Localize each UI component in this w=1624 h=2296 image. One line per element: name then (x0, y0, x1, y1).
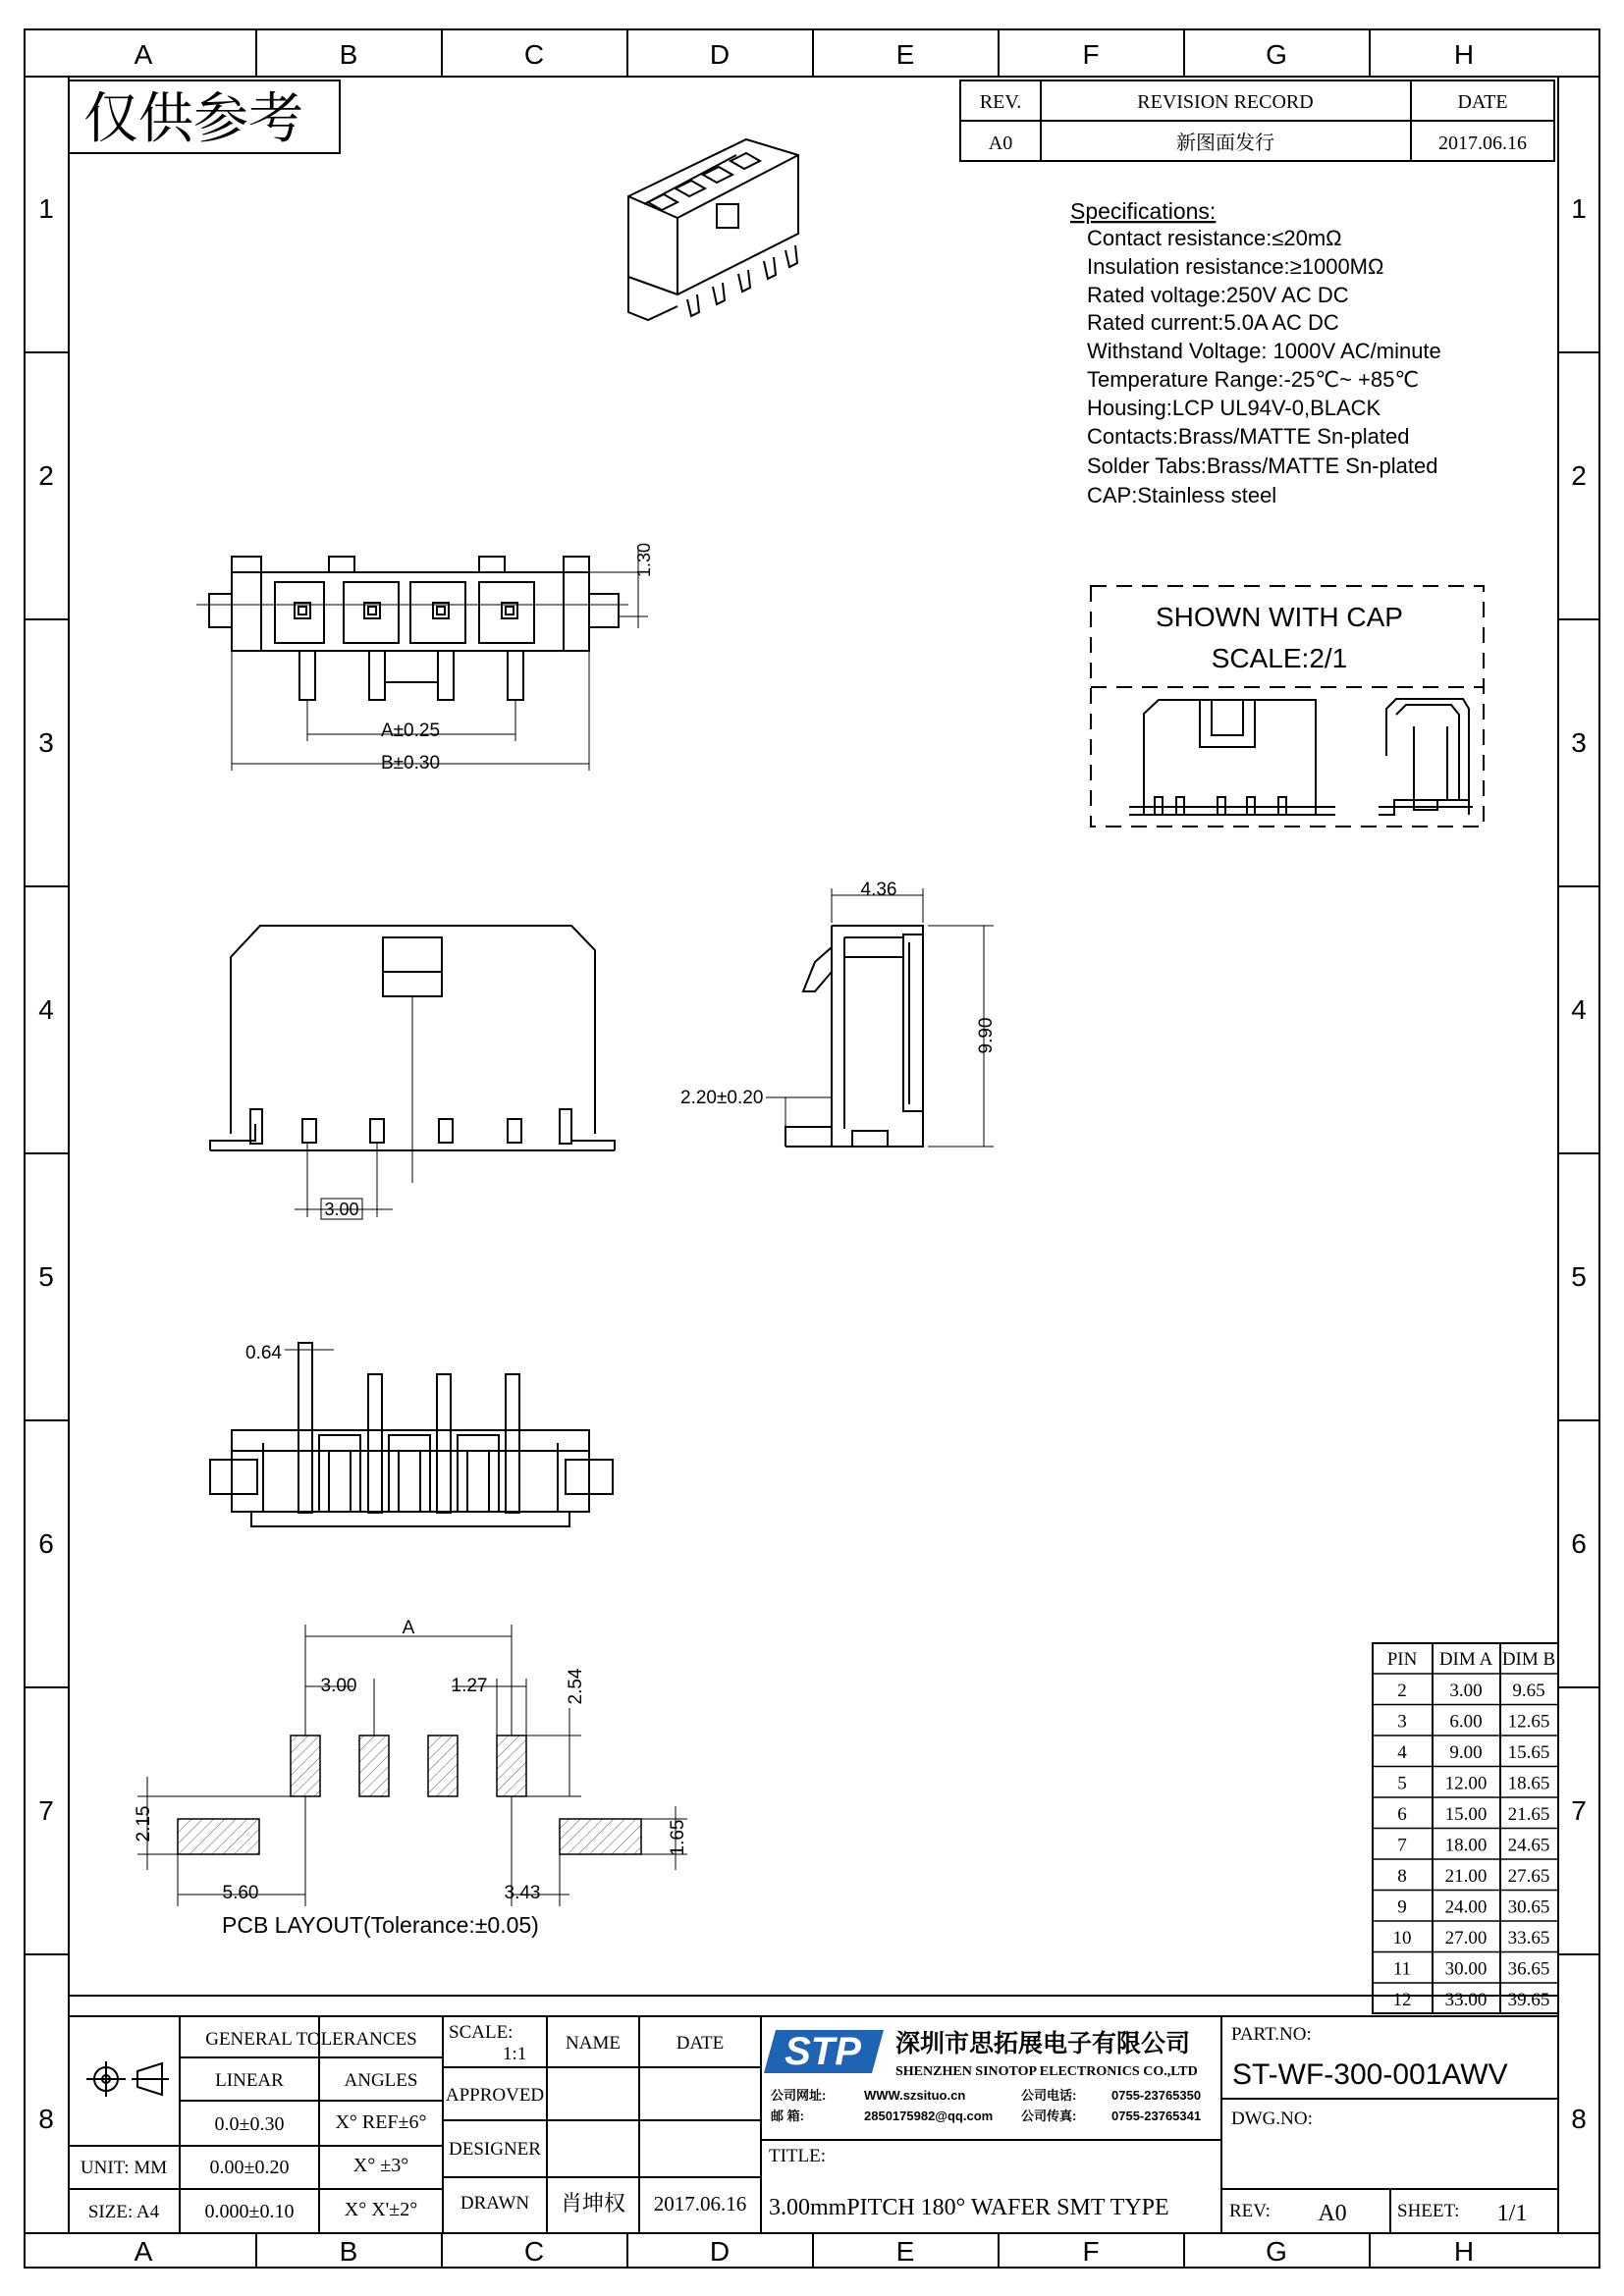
spec-line-5: Withstand Voltage: 1000V AC/minute (1087, 339, 1441, 363)
tol-linear-2: 0.00±0.20 (209, 2157, 290, 2178)
top-view (209, 557, 619, 700)
pin-cell-pin: 8 (1397, 1866, 1407, 1887)
sheet-label: SHEET: (1397, 2201, 1460, 2221)
grid-row-left-8: 8 (38, 2104, 54, 2134)
grid-row-right-2: 2 (1571, 460, 1587, 491)
spec-line-6: Temperature Range:-25℃~ +85℃ (1087, 367, 1420, 392)
pin-cell-dim-b: 9.65 (1512, 1681, 1545, 1701)
pin-cell-dim-b: 33.65 (1507, 1928, 1550, 1949)
pin-cell-pin: 6 (1397, 1804, 1407, 1825)
grid-row-right-8: 8 (1571, 2104, 1587, 2134)
pcb-dim-3-00: 3.00 (320, 1676, 357, 1696)
part-no-value: ST-WF-300-001AWV (1232, 2058, 1508, 2091)
pin-cell-dim-a: 24.00 (1444, 1896, 1488, 1918)
pin-cell-pin: 9 (1397, 1896, 1407, 1918)
dim-b: B±0.30 (380, 753, 441, 774)
company-logo-text: STP (785, 2030, 861, 2073)
revision-date-value: 2017.06.16 (1438, 133, 1527, 154)
web-label: 公司网址: (771, 2088, 827, 2103)
pin-cell-dim-b: 27.65 (1507, 1866, 1550, 1887)
grid-col-bottom-d: D (709, 2236, 731, 2267)
drawn-date: 2017.06.16 (653, 2192, 747, 2216)
pin-cell-dim-a: 3.00 (1449, 1681, 1483, 1701)
unit-label: UNIT: MM (80, 2158, 168, 2178)
grid-row-right-7: 7 (1571, 1795, 1587, 1826)
spec-line-9: Solder Tabs:Brass/MATTE Sn-plated (1087, 454, 1438, 478)
tol-linear-1: 0.0±0.30 (214, 2113, 285, 2135)
pin-cell-dim-a: 12.00 (1444, 1773, 1488, 1794)
mail-label: 邮 箱: (771, 2109, 804, 2123)
pin-cell-pin: 12 (1392, 1990, 1412, 2010)
mail-value: 2850175982@qq.com (864, 2109, 994, 2123)
pin-cell-dim-b: 36.65 (1507, 1958, 1550, 1980)
date-header: DATE (1457, 91, 1508, 113)
dim-4-36: 4.36 (860, 880, 897, 900)
scale-value: 1:1 (503, 2044, 527, 2064)
spec-line-3: Rated voltage:250V AC DC (1087, 283, 1349, 307)
grid-col-bottom-f: F (1082, 2236, 1100, 2267)
side-view-dimensions (766, 888, 994, 1147)
rev-label: REV: (1229, 2201, 1271, 2221)
tol-linear-3: 0.000±0.10 (204, 2201, 295, 2222)
front-view (210, 926, 615, 1183)
pcb-dim-2-15: 2.15 (134, 1805, 154, 1842)
pcb-dim-5-60: 5.60 (222, 1883, 259, 1903)
pin-cell-pin: 10 (1392, 1928, 1412, 1949)
sheet-value: 1/1 (1496, 2201, 1528, 2226)
pin-dimension-table (1373, 1643, 1558, 2013)
scale-label: SCALE: (449, 2022, 514, 2043)
grid-row-right-4: 4 (1571, 994, 1587, 1025)
grid-row-left-4: 4 (38, 994, 54, 1025)
grid-col-top-a: A (134, 39, 153, 70)
designer-label: DESIGNER (449, 2139, 541, 2160)
grid-row-right-5: 5 (1571, 1261, 1587, 1292)
grid-col-bottom-g: G (1266, 2236, 1287, 2267)
pin-cell-dim-a: 33.00 (1444, 1990, 1488, 2010)
cap-box-line2: SCALE:2/1 (1211, 643, 1348, 673)
grid-col-top-b: B (339, 39, 358, 70)
pcb-dim-1-65: 1.65 (668, 1819, 688, 1856)
spec-line-4: Rated current:5.0A AC DC (1087, 310, 1339, 335)
pcb-dim-3-43: 3.43 (504, 1883, 541, 1903)
cap-detail-box (1091, 586, 1484, 827)
web-value: WWW.szsituo.cn (864, 2088, 966, 2103)
angles-header: ANGLES (344, 2070, 418, 2091)
cap-front-view (1129, 700, 1335, 815)
rev-value: A0 (988, 133, 1013, 154)
company-name-en: SHENZHEN SINOTOP ELECTRONICS CO.,LTD (895, 2064, 1198, 2079)
pin-cell-dim-a: 15.00 (1444, 1804, 1488, 1825)
grid-row-left-7: 7 (38, 1795, 54, 1826)
fax-value: 0755-23765341 (1111, 2109, 1202, 2123)
tol-angle-2: X° ±3° (352, 2155, 409, 2176)
rev-header: REV. (979, 91, 1022, 113)
rev-block-value: A0 (1318, 2201, 1347, 2226)
tel-label: 公司电话: (1021, 2088, 1077, 2103)
grid-col-top-c: C (523, 39, 545, 70)
approved-label: APPROVED (445, 2085, 545, 2106)
pin-cell-dim-a: 6.00 (1449, 1711, 1483, 1733)
spec-line-1: Contact resistance:≤20mΩ (1087, 226, 1342, 250)
grid-col-top-f: F (1082, 39, 1100, 70)
cap-box-line1: SHOWN WITH CAP (1156, 602, 1403, 632)
grid-col-bottom-a: A (134, 2236, 153, 2267)
dim-2-20: 2.20±0.20 (680, 1088, 764, 1108)
grid-col-top-h: H (1453, 39, 1475, 70)
grid-col-bottom-b: B (339, 2236, 358, 2267)
pin-cell-dim-a: 9.00 (1449, 1742, 1483, 1763)
grid-row-left-2: 2 (38, 460, 54, 491)
drawn-label: DRAWN (460, 2193, 530, 2214)
revision-record-header: REVISION RECORD (1137, 91, 1314, 113)
grid-row-left-3: 3 (38, 727, 54, 758)
pcb-dim-a: A (402, 1618, 415, 1638)
watermark-text: 仅供参考 (83, 87, 303, 149)
pcb-dim-1-27: 1.27 (451, 1676, 488, 1696)
tol-angle-3: X° X'±2° (344, 2199, 418, 2220)
title-label: TITLE: (769, 2146, 827, 2166)
grid-row-right-3: 3 (1571, 727, 1587, 758)
spec-line-7: Housing:LCP UL94V-0,BLACK (1087, 396, 1381, 420)
dwg-no-label: DWG.NO: (1231, 2109, 1313, 2129)
pcb-dimensions (137, 1625, 687, 1906)
pin-cell-dim-a: 18.00 (1444, 1835, 1488, 1856)
pin-cell-dim-b: 24.65 (1507, 1835, 1550, 1856)
grid-row-left-5: 5 (38, 1261, 54, 1292)
grid-col-bottom-h: H (1453, 2236, 1475, 2267)
drawn-name: 肖坤权 (560, 2191, 626, 2216)
tel-value: 0755-23765350 (1111, 2088, 1202, 2103)
revision-record-value: 新图面发行 (1176, 133, 1274, 154)
company-logo (764, 2030, 884, 2073)
company-name-cn: 深圳市思拓展电子有限公司 (895, 2030, 1191, 2057)
dim-1-30: 1.30 (634, 542, 654, 577)
part-no-label: PART.NO: (1231, 2024, 1312, 2045)
spec-line-2: Insulation resistance:≥1000MΩ (1087, 254, 1384, 279)
pin-cell-pin: 3 (1397, 1711, 1407, 1733)
spec-line-10: CAP:Stainless steel (1087, 483, 1277, 507)
bottom-view (210, 1343, 613, 1526)
pin-cell-dim-b: 12.65 (1507, 1711, 1550, 1733)
cap-side-view (1379, 699, 1473, 815)
grid-col-bottom-e: E (895, 2236, 915, 2267)
pcb-dim-2-54: 2.54 (566, 1668, 586, 1705)
pcb-layout-label: PCB LAYOUT(Tolerance:±0.05) (222, 1912, 539, 1938)
grid-row-right-6: 6 (1571, 1528, 1587, 1559)
grid-col-top-e: E (895, 39, 915, 70)
tol-angle-1: X° REF±6° (335, 2111, 427, 2133)
dim-3-00: 3.00 (324, 1200, 359, 1219)
pin-cell-pin: 4 (1397, 1742, 1407, 1763)
dim-0-64: 0.64 (245, 1343, 282, 1363)
grid-col-bottom-c: C (523, 2236, 545, 2267)
general-tolerances-label: GENERAL TOLERANCES (205, 2029, 417, 2050)
pin-cell-pin: 2 (1397, 1681, 1407, 1701)
grid-col-top-g: G (1266, 39, 1287, 70)
pin-cell-pin: 7 (1397, 1835, 1407, 1856)
pin-cell-dim-a: 21.00 (1444, 1866, 1488, 1887)
pcb-layout (178, 1735, 641, 1854)
pin-header-dim-a: DIM A (1438, 1649, 1493, 1670)
pin-cell-dim-b: 15.65 (1507, 1742, 1550, 1763)
specifications-title: Specifications: (1070, 198, 1217, 224)
fax-label: 公司传真: (1021, 2109, 1077, 2123)
pin-cell-pin: 11 (1392, 1958, 1412, 1980)
drawing-title: 3.00mmPITCH 180° WAFER SMT TYPE (769, 2195, 1169, 2220)
grid-col-top-d: D (709, 39, 731, 70)
third-angle-projection-icon (86, 2061, 169, 2097)
pin-cell-dim-b: 30.65 (1507, 1896, 1550, 1918)
pin-cell-pin: 5 (1397, 1773, 1407, 1794)
pin-header-dim-b: DIM B (1501, 1649, 1556, 1670)
dim-9-90: 9.90 (976, 1017, 997, 1054)
name-header: NAME (566, 2033, 621, 2054)
grid-row-left-1: 1 (38, 193, 54, 224)
dim-a: A±0.25 (380, 721, 441, 741)
specifications-block (1070, 198, 1441, 507)
grid-row-left-6: 6 (38, 1528, 54, 1559)
linear-header: LINEAR (215, 2070, 284, 2091)
pin-cell-dim-b: 39.65 (1507, 1990, 1550, 2010)
isometric-view (628, 139, 798, 320)
pin-cell-dim-b: 18.65 (1507, 1773, 1550, 1794)
pin-header-pin: PIN (1386, 1649, 1418, 1670)
side-view (785, 926, 923, 1147)
grid-row-right-1: 1 (1571, 193, 1587, 224)
pin-cell-dim-a: 27.00 (1444, 1928, 1488, 1949)
spec-line-8: Contacts:Brass/MATTE Sn-plated (1087, 424, 1410, 449)
pin-cell-dim-b: 21.65 (1507, 1804, 1550, 1825)
date-col-header: DATE (676, 2033, 725, 2054)
size-label: SIZE: A4 (87, 2202, 160, 2222)
pin-cell-dim-a: 30.00 (1444, 1958, 1488, 1980)
